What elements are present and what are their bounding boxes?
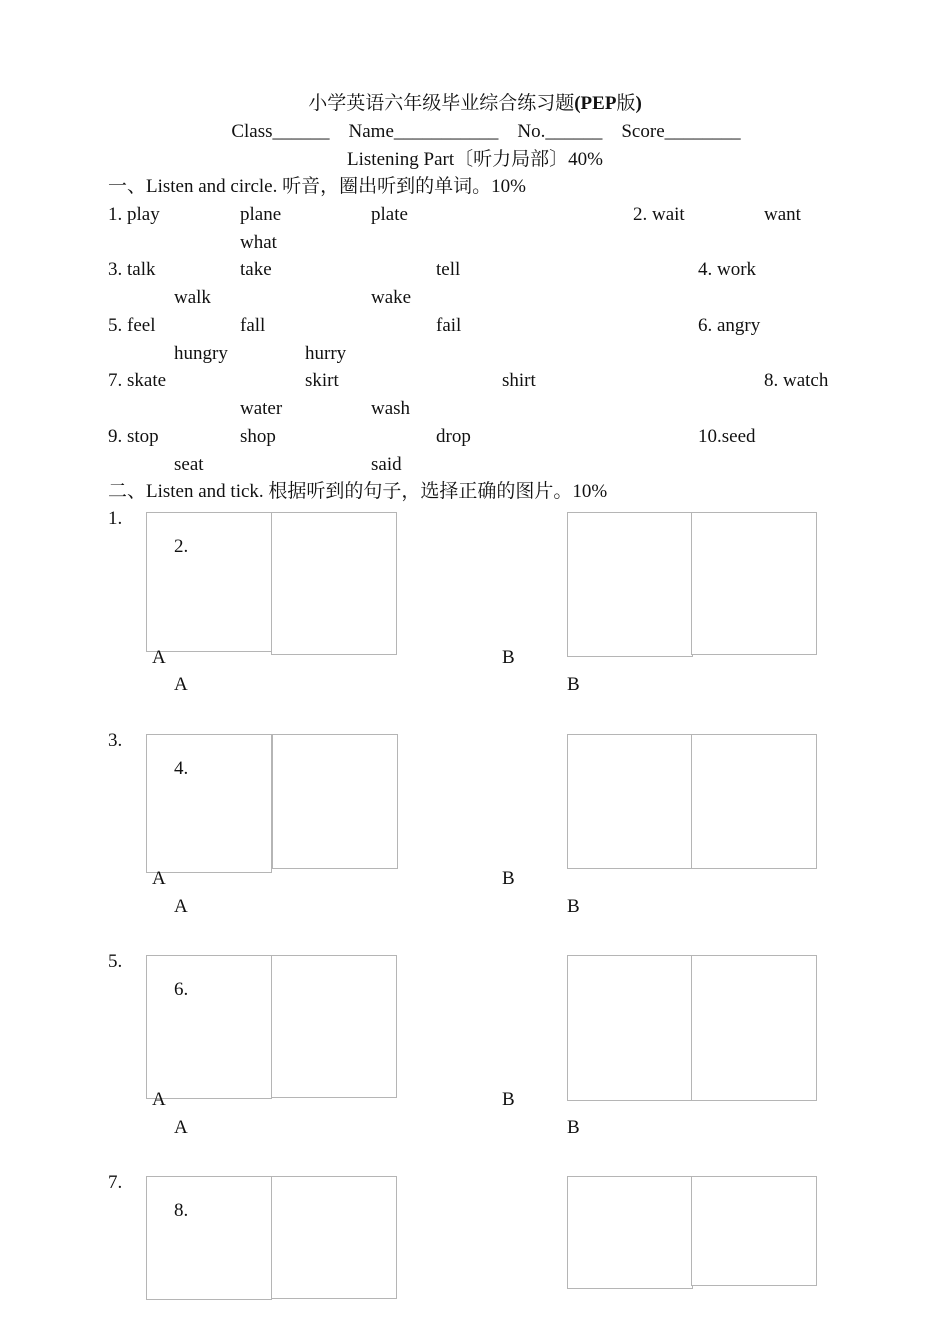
word-option: shirt xyxy=(502,370,536,391)
word-option: said xyxy=(371,454,402,475)
title-text: 小学英语六年级毕业综合练习题 xyxy=(308,93,575,114)
item-number: 10.seed xyxy=(698,426,756,447)
listening-part-heading: Listening Part〔听力局部〕40% xyxy=(347,149,603,170)
picture-box xyxy=(567,734,693,869)
picture-box xyxy=(271,955,397,1098)
question-number: 7. xyxy=(108,1172,123,1193)
item-number: 7. skate xyxy=(108,370,167,391)
option-label-b: B xyxy=(567,674,580,695)
item-number: 3. talk xyxy=(108,259,156,280)
question-number: 5. xyxy=(108,951,123,972)
word-option: wake xyxy=(371,287,412,308)
picture-box xyxy=(271,1176,397,1299)
item-number: 2. wait xyxy=(633,204,685,225)
item-number: 6. angry xyxy=(698,315,761,336)
option-label-a: A xyxy=(174,1117,188,1138)
word-option: drop xyxy=(436,426,471,447)
word-option: plane xyxy=(240,204,282,225)
word-option: shop xyxy=(240,426,276,447)
question-number: 3. xyxy=(108,730,123,751)
word-option: want xyxy=(764,204,801,225)
word-option: wash xyxy=(371,398,411,419)
word-option: water xyxy=(240,398,283,419)
title-tail: 版 xyxy=(616,93,636,114)
option-label-a: A xyxy=(174,674,188,695)
page-title xyxy=(0,93,950,115)
option-label-a: A xyxy=(174,896,188,917)
picture-box xyxy=(272,734,398,869)
word-option: take xyxy=(240,259,272,280)
picture-box xyxy=(691,734,817,869)
word-option: seat xyxy=(174,454,204,475)
item-number: 1. play xyxy=(108,204,160,225)
picture-box xyxy=(691,955,817,1101)
question-number: 2. xyxy=(174,536,189,557)
picture-box xyxy=(146,955,272,1099)
word-option: fail xyxy=(436,315,462,336)
option-label-b: B xyxy=(502,647,515,668)
title-bold: (PEP xyxy=(574,93,617,114)
question-number: 8. xyxy=(174,1200,189,1221)
picture-box xyxy=(271,512,397,655)
picture-box xyxy=(691,512,817,655)
question-number: 6. xyxy=(174,979,189,1000)
item-number: 8. watch xyxy=(764,370,829,391)
item-number: 4. work xyxy=(698,259,757,280)
word-option: walk xyxy=(174,287,211,308)
section2-heading: 二、Listen and tick. 根据听到的句子，选择正确的图片。10% xyxy=(108,481,608,502)
option-label-a: A xyxy=(152,647,166,668)
section1-heading: 一、Listen and circle. 听音，圈出听到的单词。10% xyxy=(108,176,526,197)
picture-box xyxy=(146,512,272,652)
picture-box xyxy=(567,1176,693,1289)
word-option: fall xyxy=(240,315,266,336)
picture-box xyxy=(146,734,272,873)
option-label-b: B xyxy=(567,896,580,917)
option-label-a: A xyxy=(152,868,166,889)
picture-box xyxy=(146,1176,272,1300)
student-info-line: Class______ Name___________ No.______ Score________ xyxy=(231,121,741,142)
picture-box xyxy=(691,1176,817,1286)
word-option: tell xyxy=(436,259,461,280)
word-option: plate xyxy=(371,204,408,225)
option-label-a: A xyxy=(152,1089,166,1110)
word-option: hurry xyxy=(305,343,347,364)
word-option: hungry xyxy=(174,343,228,364)
item-number: 9. stop xyxy=(108,426,159,447)
option-label-b: B xyxy=(502,1089,515,1110)
word-option: what xyxy=(240,232,277,253)
picture-box xyxy=(567,955,693,1101)
item-number: 5. feel xyxy=(108,315,156,336)
option-label-b: B xyxy=(502,868,515,889)
question-number: 1. xyxy=(108,508,123,529)
option-label-b: B xyxy=(567,1117,580,1138)
picture-box xyxy=(567,512,693,657)
title-close: ) xyxy=(635,93,642,114)
question-number: 4. xyxy=(174,758,189,779)
word-option: skirt xyxy=(305,370,339,391)
